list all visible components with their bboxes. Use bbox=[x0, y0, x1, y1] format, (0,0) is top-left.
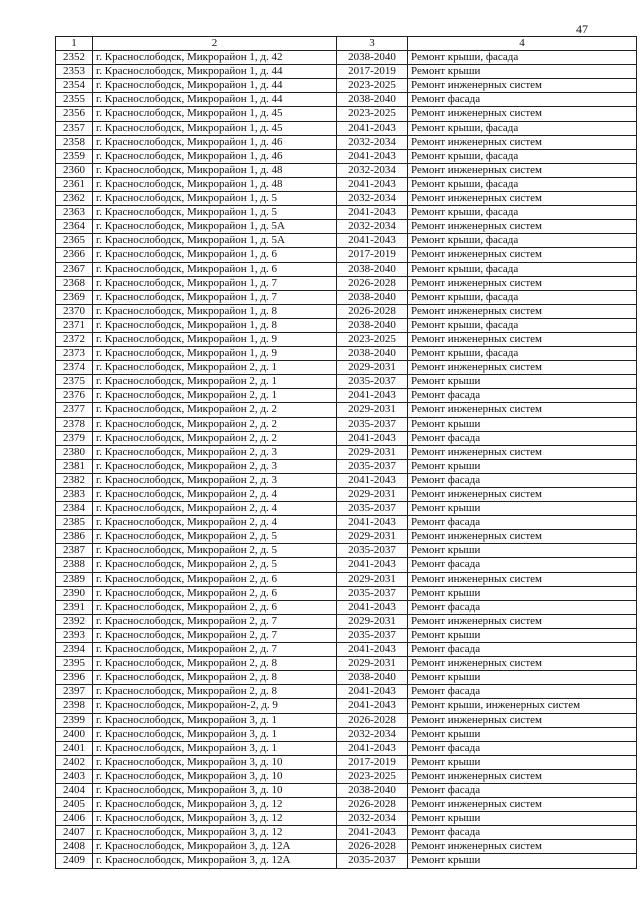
table-row bbox=[56, 798, 637, 812]
table-row bbox=[56, 361, 637, 375]
address-cell: г. Краснослободск, Микрорайон 2, д. 5 bbox=[93, 530, 337, 544]
work-type-cell: Ремонт крыши, фасада bbox=[408, 262, 637, 276]
repair-schedule-table bbox=[55, 36, 637, 869]
period-cell: 2029-2031 bbox=[337, 657, 408, 671]
table-row bbox=[56, 699, 637, 713]
work-type-cell: Ремонт инженерных систем bbox=[408, 192, 637, 206]
table-row bbox=[56, 854, 637, 868]
work-type-cell: Ремонт фасада bbox=[408, 685, 637, 699]
table-row bbox=[56, 572, 637, 586]
address-cell: г. Краснослободск, Микрорайон 2, д. 6 bbox=[93, 572, 337, 586]
period-cell: 2041-2043 bbox=[337, 431, 408, 445]
row-number-cell: 2363 bbox=[56, 206, 93, 220]
work-type-cell: Ремонт крыши, фасада bbox=[408, 177, 637, 191]
period-cell: 2026-2028 bbox=[337, 798, 408, 812]
period-cell: 2038-2040 bbox=[337, 51, 408, 65]
period-cell: 2035-2037 bbox=[337, 375, 408, 389]
table-row bbox=[56, 332, 637, 346]
address-cell: г. Краснослободск, Микрорайон 2, д. 5 bbox=[93, 558, 337, 572]
period-cell: 2029-2031 bbox=[337, 445, 408, 459]
address-cell: г. Краснослободск, Микрорайон 1, д. 44 bbox=[93, 93, 337, 107]
table-row bbox=[56, 530, 637, 544]
work-type-cell: Ремонт крыши bbox=[408, 727, 637, 741]
row-number-cell: 2387 bbox=[56, 544, 93, 558]
row-number-cell: 2354 bbox=[56, 79, 93, 93]
table-row bbox=[56, 685, 637, 699]
row-number-cell: 2401 bbox=[56, 741, 93, 755]
row-number-cell: 2389 bbox=[56, 572, 93, 586]
work-type-cell: Ремонт фасада bbox=[408, 783, 637, 797]
work-type-cell: Ремонт инженерных систем bbox=[408, 572, 637, 586]
table-row bbox=[56, 713, 637, 727]
address-cell: г. Краснослободск, Микрорайон 2, д. 6 bbox=[93, 586, 337, 600]
row-number-cell: 2409 bbox=[56, 854, 93, 868]
period-cell: 2041-2043 bbox=[337, 741, 408, 755]
work-type-cell: Ремонт крыши bbox=[408, 459, 637, 473]
period-cell: 2038-2040 bbox=[337, 290, 408, 304]
table-row bbox=[56, 403, 637, 417]
work-type-cell: Ремонт крыши, фасада bbox=[408, 318, 637, 332]
work-type-cell: Ремонт крыши bbox=[408, 417, 637, 431]
period-cell: 2041-2043 bbox=[337, 389, 408, 403]
table-row bbox=[56, 51, 637, 65]
table-row bbox=[56, 149, 637, 163]
table-row bbox=[56, 304, 637, 318]
row-number-cell: 2398 bbox=[56, 699, 93, 713]
row-number-cell: 2374 bbox=[56, 361, 93, 375]
period-cell: 2035-2037 bbox=[337, 459, 408, 473]
work-type-cell: Ремонт фасада bbox=[408, 473, 637, 487]
table-row bbox=[56, 614, 637, 628]
address-cell: г. Краснослободск, Микрорайон 1, д. 8 bbox=[93, 318, 337, 332]
row-number-cell: 2394 bbox=[56, 643, 93, 657]
work-type-cell: Ремонт инженерных систем bbox=[408, 361, 637, 375]
work-type-cell: Ремонт инженерных систем bbox=[408, 304, 637, 318]
period-cell: 2029-2031 bbox=[337, 572, 408, 586]
address-cell: г. Краснослободск, Микрорайон 2, д. 3 bbox=[93, 459, 337, 473]
address-cell: г. Краснослободск, Микрорайон 2, д. 5 bbox=[93, 544, 337, 558]
table-row bbox=[56, 135, 637, 149]
address-cell: г. Краснослободск, Микрорайон 2, д. 1 bbox=[93, 389, 337, 403]
period-cell: 2041-2043 bbox=[337, 643, 408, 657]
table-row bbox=[56, 769, 637, 783]
address-cell: г. Краснослободск, Микрорайон 3, д. 10 bbox=[93, 783, 337, 797]
address-cell: г. Краснослободск, Микрорайон 3, д. 12 bbox=[93, 812, 337, 826]
period-cell: 2026-2028 bbox=[337, 276, 408, 290]
row-number-cell: 2373 bbox=[56, 347, 93, 361]
period-cell: 2017-2019 bbox=[337, 65, 408, 79]
row-number-cell: 2402 bbox=[56, 755, 93, 769]
table-row bbox=[56, 262, 637, 276]
row-number-cell: 2356 bbox=[56, 107, 93, 121]
table-row bbox=[56, 220, 637, 234]
period-cell: 2029-2031 bbox=[337, 361, 408, 375]
table-row bbox=[56, 79, 637, 93]
table-row bbox=[56, 459, 637, 473]
row-number-cell: 2386 bbox=[56, 530, 93, 544]
period-cell: 2038-2040 bbox=[337, 318, 408, 332]
work-type-cell: Ремонт инженерных систем bbox=[408, 332, 637, 346]
row-number-cell: 2405 bbox=[56, 798, 93, 812]
address-cell: г. Краснослободск, Микрорайон 1, д. 5 bbox=[93, 206, 337, 220]
period-cell: 2023-2025 bbox=[337, 332, 408, 346]
row-number-cell: 2358 bbox=[56, 135, 93, 149]
work-type-cell: Ремонт крыши bbox=[408, 375, 637, 389]
work-type-cell: Ремонт крыши bbox=[408, 544, 637, 558]
period-cell: 2041-2043 bbox=[337, 149, 408, 163]
period-cell: 2041-2043 bbox=[337, 177, 408, 191]
work-type-cell: Ремонт инженерных систем bbox=[408, 135, 637, 149]
period-cell: 2035-2037 bbox=[337, 417, 408, 431]
table-row bbox=[56, 600, 637, 614]
row-number-cell: 2360 bbox=[56, 163, 93, 177]
address-cell: г. Краснослободск, Микрорайон 2, д. 4 bbox=[93, 488, 337, 502]
work-type-cell: Ремонт крыши bbox=[408, 586, 637, 600]
address-cell: г. Краснослободск, Микрорайон 2, д. 3 bbox=[93, 473, 337, 487]
period-cell: 2038-2040 bbox=[337, 783, 408, 797]
row-number-cell: 2372 bbox=[56, 332, 93, 346]
address-cell: г. Краснослободск, Микрорайон 1, д. 9 bbox=[93, 332, 337, 346]
period-cell: 2035-2037 bbox=[337, 544, 408, 558]
table-row bbox=[56, 163, 637, 177]
work-type-cell: Ремонт крыши bbox=[408, 812, 637, 826]
table-row bbox=[56, 628, 637, 642]
row-number-cell: 2369 bbox=[56, 290, 93, 304]
address-cell: г. Краснослободск, Микрорайон 2, д. 4 bbox=[93, 502, 337, 516]
address-cell: г. Краснослободск, Микрорайон-2, д. 9 bbox=[93, 699, 337, 713]
period-cell: 2032-2034 bbox=[337, 192, 408, 206]
table-row bbox=[56, 276, 637, 290]
row-number-cell: 2396 bbox=[56, 671, 93, 685]
work-type-cell: Ремонт крыши bbox=[408, 628, 637, 642]
address-cell: г. Краснослободск, Микрорайон 1, д. 44 bbox=[93, 79, 337, 93]
table-row bbox=[56, 290, 637, 304]
table-row bbox=[56, 840, 637, 854]
period-cell: 2023-2025 bbox=[337, 79, 408, 93]
row-number-cell: 2391 bbox=[56, 600, 93, 614]
column-header-1: 1 bbox=[56, 37, 93, 51]
row-number-cell: 2377 bbox=[56, 403, 93, 417]
work-type-cell: Ремонт инженерных систем bbox=[408, 769, 637, 783]
address-cell: г. Краснослободск, Микрорайон 2, д. 8 bbox=[93, 657, 337, 671]
address-cell: г. Краснослободск, Микрорайон 1, д. 5 bbox=[93, 192, 337, 206]
work-type-cell: Ремонт фасада bbox=[408, 600, 637, 614]
address-cell: г. Краснослободск, Микрорайон 3, д. 12 bbox=[93, 798, 337, 812]
table-row bbox=[56, 431, 637, 445]
address-cell: г. Краснослободск, Микрорайон 2, д. 7 bbox=[93, 614, 337, 628]
row-number-cell: 2371 bbox=[56, 318, 93, 332]
table-row bbox=[56, 473, 637, 487]
work-type-cell: Ремонт фасада bbox=[408, 93, 637, 107]
work-type-cell: Ремонт инженерных систем bbox=[408, 445, 637, 459]
table-row bbox=[56, 107, 637, 121]
row-number-cell: 2364 bbox=[56, 220, 93, 234]
table-row bbox=[56, 192, 637, 206]
page-number: 47 bbox=[576, 22, 588, 36]
work-type-cell: Ремонт фасада bbox=[408, 826, 637, 840]
address-cell: г. Краснослободск, Микрорайон 1, д. 6 bbox=[93, 248, 337, 262]
address-cell: г. Краснослободск, Микрорайон 2, д. 6 bbox=[93, 600, 337, 614]
address-cell: г. Краснослободск, Микрорайон 1, д. 8 bbox=[93, 304, 337, 318]
address-cell: г. Краснослободск, Микрорайон 1, д. 45 bbox=[93, 121, 337, 135]
row-number-cell: 2385 bbox=[56, 516, 93, 530]
row-number-cell: 2407 bbox=[56, 826, 93, 840]
period-cell: 2041-2043 bbox=[337, 234, 408, 248]
row-number-cell: 2353 bbox=[56, 65, 93, 79]
period-cell: 2023-2025 bbox=[337, 107, 408, 121]
work-type-cell: Ремонт инженерных систем bbox=[408, 79, 637, 93]
work-type-cell: Ремонт крыши bbox=[408, 755, 637, 769]
period-cell: 2017-2019 bbox=[337, 248, 408, 262]
address-cell: г. Краснослободск, Микрорайон 2, д. 7 bbox=[93, 643, 337, 657]
work-type-cell: Ремонт крыши, фасада bbox=[408, 234, 637, 248]
work-type-cell: Ремонт крыши, инженерных систем bbox=[408, 699, 637, 713]
work-type-cell: Ремонт фасада bbox=[408, 741, 637, 755]
address-cell: г. Краснослободск, Микрорайон 2, д. 8 bbox=[93, 685, 337, 699]
row-number-cell: 2406 bbox=[56, 812, 93, 826]
period-cell: 2032-2034 bbox=[337, 812, 408, 826]
period-cell: 2032-2034 bbox=[337, 727, 408, 741]
row-number-cell: 2375 bbox=[56, 375, 93, 389]
period-cell: 2038-2040 bbox=[337, 93, 408, 107]
row-number-cell: 2404 bbox=[56, 783, 93, 797]
column-header-3: 3 bbox=[337, 37, 408, 51]
work-type-cell: Ремонт крыши bbox=[408, 502, 637, 516]
table-row bbox=[56, 502, 637, 516]
table-row bbox=[56, 558, 637, 572]
table-row bbox=[56, 826, 637, 840]
row-number-cell: 2362 bbox=[56, 192, 93, 206]
period-cell: 2029-2031 bbox=[337, 614, 408, 628]
work-type-cell: Ремонт крыши bbox=[408, 854, 637, 868]
table-row bbox=[56, 234, 637, 248]
row-number-cell: 2383 bbox=[56, 488, 93, 502]
row-number-cell: 2378 bbox=[56, 417, 93, 431]
address-cell: г. Краснослободск, Микрорайон 1, д. 42 bbox=[93, 51, 337, 65]
work-type-cell: Ремонт крыши bbox=[408, 671, 637, 685]
address-cell: г. Краснослободск, Микрорайон 3, д. 10 bbox=[93, 755, 337, 769]
table-row bbox=[56, 783, 637, 797]
period-cell: 2029-2031 bbox=[337, 403, 408, 417]
address-cell: г. Краснослободск, Микрорайон 2, д. 2 bbox=[93, 431, 337, 445]
row-number-cell: 2359 bbox=[56, 149, 93, 163]
row-number-cell: 2357 bbox=[56, 121, 93, 135]
row-number-cell: 2376 bbox=[56, 389, 93, 403]
address-cell: г. Краснослободск, Микрорайон 1, д. 5А bbox=[93, 234, 337, 248]
period-cell: 2029-2031 bbox=[337, 488, 408, 502]
period-cell: 2041-2043 bbox=[337, 558, 408, 572]
table-row bbox=[56, 417, 637, 431]
work-type-cell: Ремонт инженерных систем bbox=[408, 107, 637, 121]
table-row bbox=[56, 643, 637, 657]
row-number-cell: 2393 bbox=[56, 628, 93, 642]
row-number-cell: 2381 bbox=[56, 459, 93, 473]
period-cell: 2038-2040 bbox=[337, 262, 408, 276]
work-type-cell: Ремонт фасада bbox=[408, 389, 637, 403]
address-cell: г. Краснослободск, Микрорайон 1, д. 48 bbox=[93, 177, 337, 191]
period-cell: 2038-2040 bbox=[337, 671, 408, 685]
work-type-cell: Ремонт фасада bbox=[408, 516, 637, 530]
row-number-cell: 2366 bbox=[56, 248, 93, 262]
table-row bbox=[56, 586, 637, 600]
work-type-cell: Ремонт инженерных систем bbox=[408, 220, 637, 234]
address-cell: г. Краснослободск, Микрорайон 3, д. 12А bbox=[93, 854, 337, 868]
table-row bbox=[56, 375, 637, 389]
table-row bbox=[56, 318, 637, 332]
work-type-cell: Ремонт крыши, фасада bbox=[408, 149, 637, 163]
table-row bbox=[56, 445, 637, 459]
table-row bbox=[56, 727, 637, 741]
period-cell: 2032-2034 bbox=[337, 163, 408, 177]
work-type-cell: Ремонт фасада bbox=[408, 643, 637, 657]
table-row bbox=[56, 389, 637, 403]
work-type-cell: Ремонт крыши, фасада bbox=[408, 51, 637, 65]
period-cell: 2041-2043 bbox=[337, 685, 408, 699]
period-cell: 2035-2037 bbox=[337, 628, 408, 642]
table-body bbox=[56, 51, 637, 868]
address-cell: г. Краснослободск, Микрорайон 3, д. 12А bbox=[93, 840, 337, 854]
period-cell: 2029-2031 bbox=[337, 530, 408, 544]
row-number-cell: 2384 bbox=[56, 502, 93, 516]
table-row bbox=[56, 347, 637, 361]
work-type-cell: Ремонт инженерных систем bbox=[408, 713, 637, 727]
address-cell: г. Краснослободск, Микрорайон 1, д. 44 bbox=[93, 65, 337, 79]
column-header-2: 2 bbox=[93, 37, 337, 51]
table-row bbox=[56, 516, 637, 530]
period-cell: 2041-2043 bbox=[337, 121, 408, 135]
row-number-cell: 2379 bbox=[56, 431, 93, 445]
row-number-cell: 2408 bbox=[56, 840, 93, 854]
table-row bbox=[56, 65, 637, 79]
work-type-cell: Ремонт инженерных систем bbox=[408, 276, 637, 290]
period-cell: 2035-2037 bbox=[337, 502, 408, 516]
period-cell: 2041-2043 bbox=[337, 516, 408, 530]
period-cell: 2041-2043 bbox=[337, 206, 408, 220]
period-cell: 2026-2028 bbox=[337, 304, 408, 318]
period-cell: 2017-2019 bbox=[337, 755, 408, 769]
work-type-cell: Ремонт инженерных систем bbox=[408, 248, 637, 262]
address-cell: г. Краснослободск, Микрорайон 2, д. 3 bbox=[93, 445, 337, 459]
table-row bbox=[56, 121, 637, 135]
table-row bbox=[56, 93, 637, 107]
row-number-cell: 2365 bbox=[56, 234, 93, 248]
row-number-cell: 2399 bbox=[56, 713, 93, 727]
row-number-cell: 2390 bbox=[56, 586, 93, 600]
period-cell: 2041-2043 bbox=[337, 600, 408, 614]
address-cell: г. Краснослободск, Микрорайон 1, д. 5А bbox=[93, 220, 337, 234]
row-number-cell: 2395 bbox=[56, 657, 93, 671]
table-row bbox=[56, 741, 637, 755]
row-number-cell: 2368 bbox=[56, 276, 93, 290]
address-cell: г. Краснослободск, Микрорайон 1, д. 46 bbox=[93, 135, 337, 149]
work-type-cell: Ремонт фасада bbox=[408, 558, 637, 572]
address-cell: г. Краснослободск, Микрорайон 1, д. 46 bbox=[93, 149, 337, 163]
period-cell: 2041-2043 bbox=[337, 699, 408, 713]
period-cell: 2038-2040 bbox=[337, 347, 408, 361]
work-type-cell: Ремонт инженерных систем bbox=[408, 488, 637, 502]
address-cell: г. Краснослободск, Микрорайон 2, д. 1 bbox=[93, 361, 337, 375]
work-type-cell: Ремонт инженерных систем bbox=[408, 163, 637, 177]
header-row bbox=[56, 37, 637, 51]
work-type-cell: Ремонт инженерных систем bbox=[408, 403, 637, 417]
table-row bbox=[56, 488, 637, 502]
address-cell: г. Краснослободск, Микрорайон 1, д. 6 bbox=[93, 262, 337, 276]
work-type-cell: Ремонт крыши, фасада bbox=[408, 206, 637, 220]
address-cell: г. Краснослободск, Микрорайон 2, д. 7 bbox=[93, 628, 337, 642]
table-row bbox=[56, 177, 637, 191]
work-type-cell: Ремонт инженерных систем bbox=[408, 840, 637, 854]
period-cell: 2032-2034 bbox=[337, 220, 408, 234]
address-cell: г. Краснослободск, Микрорайон 1, д. 7 bbox=[93, 276, 337, 290]
work-type-cell: Ремонт инженерных систем bbox=[408, 798, 637, 812]
address-cell: г. Краснослободск, Микрорайон 2, д. 1 bbox=[93, 375, 337, 389]
address-cell: г. Краснослободск, Микрорайон 2, д. 8 bbox=[93, 671, 337, 685]
table-row bbox=[56, 812, 637, 826]
address-cell: г. Краснослободск, Микрорайон 2, д. 2 bbox=[93, 417, 337, 431]
table-row bbox=[56, 671, 637, 685]
period-cell: 2041-2043 bbox=[337, 473, 408, 487]
row-number-cell: 2400 bbox=[56, 727, 93, 741]
row-number-cell: 2352 bbox=[56, 51, 93, 65]
row-number-cell: 2370 bbox=[56, 304, 93, 318]
row-number-cell: 2361 bbox=[56, 177, 93, 191]
address-cell: г. Краснослободск, Микрорайон 3, д. 1 bbox=[93, 741, 337, 755]
table-row bbox=[56, 206, 637, 220]
period-cell: 2023-2025 bbox=[337, 769, 408, 783]
work-type-cell: Ремонт крыши bbox=[408, 65, 637, 79]
address-cell: г. Краснослободск, Микрорайон 1, д. 7 bbox=[93, 290, 337, 304]
work-type-cell: Ремонт инженерных систем bbox=[408, 614, 637, 628]
work-type-cell: Ремонт фасада bbox=[408, 431, 637, 445]
row-number-cell: 2397 bbox=[56, 685, 93, 699]
period-cell: 2026-2028 bbox=[337, 840, 408, 854]
period-cell: 2026-2028 bbox=[337, 713, 408, 727]
period-cell: 2032-2034 bbox=[337, 135, 408, 149]
work-type-cell: Ремонт крыши, фасада bbox=[408, 347, 637, 361]
column-header-4: 4 bbox=[408, 37, 637, 51]
row-number-cell: 2403 bbox=[56, 769, 93, 783]
work-type-cell: Ремонт инженерных систем bbox=[408, 530, 637, 544]
table-row bbox=[56, 755, 637, 769]
address-cell: г. Краснослободск, Микрорайон 3, д. 1 bbox=[93, 713, 337, 727]
address-cell: г. Краснослободск, Микрорайон 2, д. 2 bbox=[93, 403, 337, 417]
row-number-cell: 2382 bbox=[56, 473, 93, 487]
row-number-cell: 2367 bbox=[56, 262, 93, 276]
address-cell: г. Краснослободск, Микрорайон 1, д. 45 bbox=[93, 107, 337, 121]
period-cell: 2041-2043 bbox=[337, 826, 408, 840]
address-cell: г. Краснослободск, Микрорайон 3, д. 10 bbox=[93, 769, 337, 783]
work-type-cell: Ремонт крыши, фасада bbox=[408, 290, 637, 304]
table-row bbox=[56, 248, 637, 262]
address-cell: г. Краснослободск, Микрорайон 2, д. 4 bbox=[93, 516, 337, 530]
address-cell: г. Краснослободск, Микрорайон 1, д. 48 bbox=[93, 163, 337, 177]
row-number-cell: 2380 bbox=[56, 445, 93, 459]
address-cell: г. Краснослободск, Микрорайон 3, д. 12 bbox=[93, 826, 337, 840]
table-row bbox=[56, 544, 637, 558]
address-cell: г. Краснослободск, Микрорайон 1, д. 9 bbox=[93, 347, 337, 361]
table-row bbox=[56, 657, 637, 671]
row-number-cell: 2355 bbox=[56, 93, 93, 107]
period-cell: 2035-2037 bbox=[337, 586, 408, 600]
work-type-cell: Ремонт инженерных систем bbox=[408, 657, 637, 671]
row-number-cell: 2388 bbox=[56, 558, 93, 572]
work-type-cell: Ремонт крыши, фасада bbox=[408, 121, 637, 135]
row-number-cell: 2392 bbox=[56, 614, 93, 628]
address-cell: г. Краснослободск, Микрорайон 3, д. 1 bbox=[93, 727, 337, 741]
period-cell: 2035-2037 bbox=[337, 854, 408, 868]
